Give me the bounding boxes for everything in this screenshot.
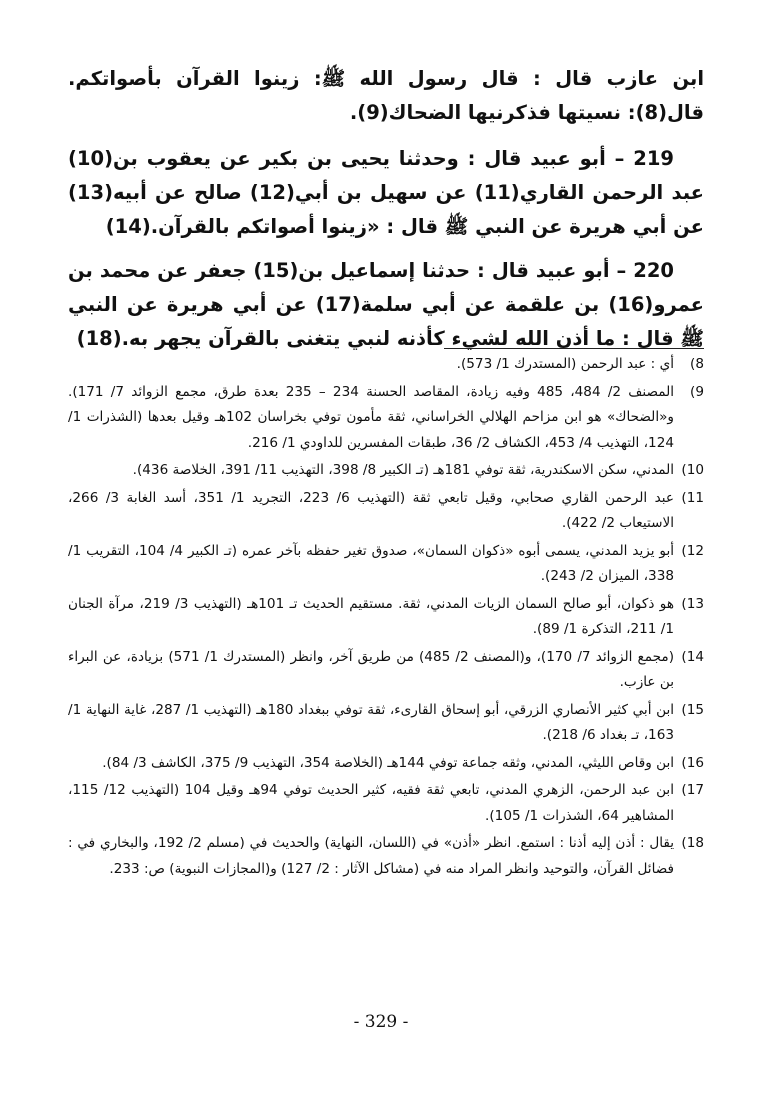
footnote-separator [444,348,704,349]
page-number: - 329 - [353,1012,409,1032]
footnote-text: ابن أبي كثير الأنصاري الزرقي، أبو إسحاق القارىء، ثقة توفي ببغداد 180هـ (التهذيب 1/ 287، غاية النهاية 1/ 163، تـ بغداد 6/ 218). [68,701,675,743]
footnote-text: المدني، سكن الاسكندرية، ثقة توفي 181هـ (تـ الكبير 8/ 398، التهذيب 11/ 391، الخلاصة 436). [132,462,674,478]
footnotes [68,352,704,884]
footnote-9 [68,380,704,457]
footnote-number: 18) [681,835,704,851]
footnote-text: ابن عبد الرحمن، الزهري المدني، تابعي ثقة فقيه، كثير الحديث توفي 94هـ وقيل 104 (التهذيب 12/ 115، المشاهير 64، الشذرات 1/ 105). [68,782,674,824]
footnote-18 [68,831,704,882]
footnote-number: 14) [681,648,704,665]
paragraph-hadith-220: 220 – أبو عبيد قال : حدثنا إسماعيل بن(15) جعفر عن محمد بن عمرو(16) بن علقمة عن أبي سلمة(17) عن أبي هريرة عن النبي ﷺ قال : ما أذن الله لشيء كأذنه لنبي يتغنى بالقرآن يجهر به.(18) [68,259,704,350]
footnote-number: 13) [681,595,704,612]
footnote-number: 10) [681,462,704,478]
footnote-16 [68,751,704,777]
footnote-12 [68,539,704,590]
footnote-text: المصنف 2/ 484، 485 وفيه زيادة، المقاصد الحسنة 234 – 235 بعدة طرق، مجمع الزوائد 7/ 171). و«الضحاك» هو ابن مزاحم الهلالي الخراساني، ثقة مأمون توفي بخراسان 102هـ وقيل بعدها (الشذرات 1/ 124، التهذيب 4/ 453، الكشاف 2/ 36، طبقات المفسرين للداودي 1/ 216. [68,383,675,451]
footnote-15 [68,698,704,749]
footnote-number: 11) [681,489,704,506]
footnote-14 [68,645,704,696]
footnote-text: (مجمع الزوائد 7/ 170)، و(المصنف 2/ 485) من طريق آخر، وانظر (المستدرك 1/ 571) بزيادة، عن البراء بن عازب. [68,648,674,690]
footnote-number: 9) [690,383,704,400]
footnote-8 [68,352,704,378]
footnote-text: ابن وقاص الليثي، المدني، وثقه جماعة توفي 144هـ (الخلاصة 354، التهذيب 9/ 375، الكاشف 3/ 84). [102,754,674,771]
footnote-number: 12) [681,542,704,559]
footnote-text: أبو يزيد المدني، يسمى أبوه «ذكوان السمان»، صدوق تغير حفظه بآخر عمره (تـ الكبير 4/ 104، التقريب 1/ 338، الميزان 2/ 243). [68,542,675,584]
footnote-11 [68,486,704,537]
footnote-text: يقال : أذن إليه أذنا : استمع. انظر «أذن» في (اللسان، النهاية) والحديث في (مسلم 2/ 192، والبخاري في : فضائل القرآن، والتوحيد وانظر المراد منه في (مشاكل الآثار : 2/ 127) و(المجازات النبوية) ص: 233. [68,835,675,877]
main-text [68,62,704,366]
footnote-text: عبد الرحمن القاري صحابي، وقيل تابعي ثقة (التهذيب 6/ 223، التجريد 1/ 351، أسد الغابة 3/ 266، الاستيعاب 2/ 422). [68,489,674,531]
footnote-13 [68,592,704,643]
footnote-number: 16) [681,754,704,771]
footnote-17 [68,778,704,829]
footnote-number: 8) [690,356,704,372]
footnote-text: أي : عبد الرحمن (المستدرك 1/ 573). [456,356,674,372]
footnote-10 [68,458,704,484]
paragraph-continuation: ابن عازب قال : قال رسول الله ﷺ: زينوا القرآن بأصواتكم. قال(8): نسيتها فذكرنيها الضحاك(9). [68,67,704,124]
footnote-number: 15) [681,701,704,718]
footnote-number: 17) [681,782,704,798]
footnote-text: هو ذكوان، أبو صالح السمان الزيات المدني، ثقة. مستقيم الحديث تـ 101هـ (التهذيب 3/ 219، مرآة الجنان 1/ 211، التذكرة 1/ 89). [68,595,674,637]
paragraph-hadith-219: 219 – أبو عبيد قال : وحدثنا يحيى بن بكير عن يعقوب بن(10) عبد الرحمن القاري(11) عن سهيل بن أبي(12) صالح عن أبيه(13) عن أبي هريرة عن النبي ﷺ قال : «زينوا أصواتكم بالقرآن.(14) [68,147,704,238]
